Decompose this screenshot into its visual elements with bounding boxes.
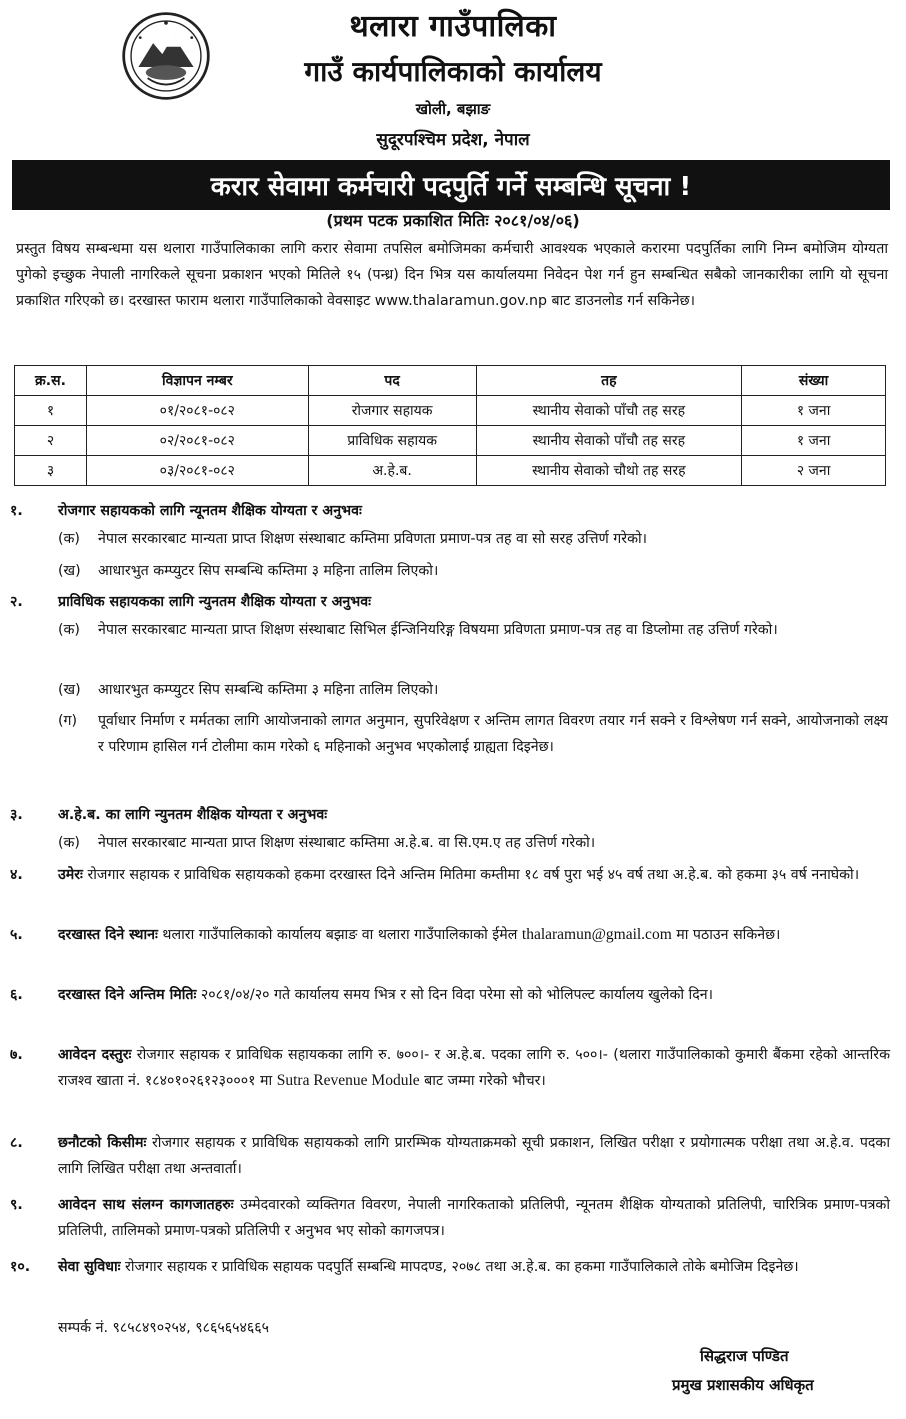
- section-number: ९.: [10, 1197, 23, 1213]
- section-title: दरखास्त दिने स्थानः: [58, 927, 158, 943]
- item-marker: (ख): [58, 563, 81, 579]
- item-marker: (क): [58, 835, 80, 851]
- section-9: [10, 1192, 890, 1244]
- section-1-heading: [10, 498, 890, 524]
- section-number: ३.: [10, 807, 23, 823]
- section-title: अ.हे.ब. का लागि न्युनतम शैक्षिक योग्यता र अनुभवः: [58, 807, 328, 823]
- cell-sn: ३: [15, 456, 87, 486]
- section-7: [10, 1042, 890, 1094]
- table-header-row: [15, 366, 886, 396]
- item-text: आधारभुत कम्प्युटर सिप सम्बन्धि कम्तिमा ३ महिना तालिम लिएको।: [98, 563, 439, 579]
- contact-numbers: सम्पर्क नं. ९८५८४९०२५४, ९८६५६५४६६५: [58, 1320, 270, 1336]
- section-3-item-a: [58, 830, 888, 856]
- office-location: खोली, बझाङ: [415, 100, 491, 118]
- item-marker: (ख): [58, 682, 81, 698]
- section-2-item-c: [58, 708, 888, 760]
- section-title: दरखास्त दिने अन्तिम मितिः: [58, 987, 197, 1003]
- cell-ad-number: ०२/२०८१-०८२: [86, 426, 308, 456]
- section-text: उम्मेदवारको व्यक्तिगत विवरण, नेपाली नागरिकताको प्रतिलिपी, न्यूनतम शैक्षिक योग्यताको प्रतिलिपी, चारित्रिक प्रमाण-पत्रको प्रतिलिपी, तालिमको प्रमाण-पत्रको प्रतिलिपी र अनुभव भए सोको कागजपत्र।: [58, 1197, 890, 1239]
- section-text: २०८१/०४/२० गते कार्यालय समय भित्र र सो दिन विदा परेमा सो को भोलिपल्ट कार्यालय खुलेको दिन।: [200, 987, 713, 1003]
- col-header-level: तह: [476, 366, 742, 396]
- section-text: रोजगार सहायक र प्राविधिक सहायकको लागि प्रारम्भिक योग्यताक्रमको सूची प्रकाशन, लिखित परीक्षा र प्रयोगात्मक परीक्षा तथा अ.हे.व. पदका लागि लिखित परीक्षा तथा अन्तवार्ता।: [58, 1135, 890, 1177]
- signatory-name: सिद्धराज पण्डित: [700, 1347, 789, 1365]
- office-province: सुदूरपश्चिम प्रदेश, नेपाल: [376, 130, 530, 150]
- cell-count: १ जना: [742, 426, 886, 456]
- section-number: ६.: [10, 987, 23, 1003]
- section-number: ७.: [10, 1047, 23, 1063]
- section-1-item-b: [58, 558, 888, 584]
- section-number: १.: [10, 503, 23, 519]
- cell-level: स्थानीय सेवाको पाँचौ तह सरह: [476, 426, 742, 456]
- section-10: [10, 1254, 890, 1280]
- vacancy-table: [14, 365, 886, 486]
- section-8: [10, 1130, 890, 1182]
- cell-ad-number: ०३/२०८१-०८२: [86, 456, 308, 486]
- section-text: रोजगार सहायक र प्राविधिक सहायक पदपुर्ति सम्बन्धि मापदण्ड, २०७८ तथा अ.हे.ब. का हकमा गाउँपालिकाले तोके बमोजिम दिइनेछ।: [125, 1259, 799, 1275]
- office-subtitle: गाउँ कार्यपालिकाको कार्यालय: [304, 55, 602, 88]
- item-marker: (क): [58, 622, 80, 638]
- cell-post: अ.हे.ब.: [308, 456, 476, 486]
- table-row: [15, 396, 886, 426]
- section-title: प्राविधिक सहायकका लागि न्युनतम शैक्षिक योग्यता र अनुभवः: [58, 594, 372, 610]
- col-header-count: संख्या: [742, 366, 886, 396]
- notice-title: करार सेवामा कर्मचारी पदपुर्ति गर्ने सम्बन्धि सूचना !: [210, 172, 692, 202]
- section-number: ८.: [10, 1135, 23, 1151]
- section-text: रोजगार सहायक र प्राविधिक सहायकको हकमा दरखास्त दिने अन्तिम मितिमा कम्तीमा १८ वर्ष पुरा भई ४५ वर्ष तथा अ.हे.ब. को हकमा ३५ वर्ष ननाघेको।: [87, 867, 860, 883]
- col-header-ad-number: विज्ञापन नम्बर: [86, 366, 308, 396]
- item-marker: (ग): [58, 713, 78, 729]
- section-number: २.: [10, 594, 23, 610]
- section-text: रोजगार सहायक र प्राविधिक सहायकका लागि रु. ७००।- र अ.हे.ब. पदका लागि रु. ५००।- (थलारा गाउँपालिकाको कुमारी बैंकमा रहेको आन्तरिक राजश्व खाता नं. १८४०१०२६१२३०००१ मा: [58, 1047, 891, 1089]
- section-2-item-b: [58, 677, 888, 703]
- table-row: [15, 456, 886, 486]
- office-name: थलारा गाउँपालिका: [349, 9, 557, 44]
- section-title: आवेदन दस्तुरः: [58, 1047, 132, 1063]
- cell-post: प्राविधिक सहायक: [308, 426, 476, 456]
- section-title: रोजगार सहायकको लागि न्यूनतम शैक्षिक योग्यता र अनुभवः: [58, 503, 362, 519]
- section-2-heading: [10, 589, 890, 615]
- section-title: छनौटको किसीमः: [58, 1135, 147, 1151]
- email-address: thalaramun@gmail.com: [521, 926, 672, 943]
- cell-level: स्थानीय सेवाको पाँचौ तह सरह: [476, 396, 742, 426]
- publish-date: (प्रथम पटक प्रकाशित मितिः २०८१/०४/०६): [326, 211, 580, 230]
- section-4: [10, 862, 890, 888]
- revenue-module-name: Sutra Revenue Module: [276, 1072, 420, 1089]
- cell-level: स्थानीय सेवाको चौथो तह सरह: [476, 456, 742, 486]
- section-text: थलारा गाउँपालिकाको कार्यालय बझाङ वा थलारा गाउँपालिकाको ईमेल: [162, 927, 518, 943]
- col-header-post: पद: [308, 366, 476, 396]
- section-2-item-a: [58, 617, 888, 643]
- notice-title-banner: [12, 160, 890, 210]
- section-text-end: बाट जम्मा गरेको भौचर।: [424, 1073, 546, 1089]
- cell-sn: २: [15, 426, 87, 456]
- signatory-designation: प्रमुख प्रशासकीय अधिकृत: [672, 1376, 814, 1394]
- section-text-end: मा पठाउन सकिनेछ।: [676, 927, 781, 943]
- intro-paragraph: प्रस्तुत विषय सम्बन्धमा यस थलारा गाउँपालिकाका लागि करार सेवामा तपसिल बमोजिमका कर्मचारी आवश्यक भएकाले करारमा पदपुर्तिका लागि निम्न बमोजिम योग्यता पुगेको इच्छुक नेपाली नागरिकले सूचना प्रकाशन भएको मितिले १५ (पन्ध्र) दिन भित्र यस कार्यालयमा निवेदन पेश गर्न हुन सम्बन्धित सबैको जानकारीका लागि यो सूचना प्रकाशित गरिएको छ। दरखास्त फाराम थलारा गाउँपालिकाको वेवसाइट www.thalaramun.gov.np बाट डाउनलोड गर्न सकिनेछ।: [16, 241, 888, 309]
- section-number: ४.: [10, 867, 23, 883]
- cell-sn: १: [15, 396, 87, 426]
- cell-count: १ जना: [742, 396, 886, 426]
- section-title: आवेदन साथ संलग्न कागजातहरुः: [58, 1197, 234, 1213]
- section-title: सेवा सुविधाः: [58, 1259, 121, 1275]
- section-5: [10, 922, 890, 948]
- item-text: नेपाल सरकारबाट मान्यता प्राप्त शिक्षण संस्थाबाट सिभिल ईन्जिनियरिङ्ग विषयमा प्रविणता प्रमाण-पत्र तह वा डिप्लोमा तह उत्तिर्ण गरेको।: [98, 622, 778, 638]
- section-3-heading: [10, 802, 890, 828]
- cell-post: रोजगार सहायक: [308, 396, 476, 426]
- section-1-item-a: [58, 526, 888, 552]
- section-6: [10, 982, 890, 1008]
- section-number: ५.: [10, 927, 23, 943]
- item-text: पूर्वाधार निर्माण र मर्मतका लागि आयोजनाको लागत अनुमान, सुपरिवेक्षण र अन्तिम लागत विवरण तयार गर्न सक्ने र विश्लेषण गर्न सक्ने, आयोजनाको लक्ष्य र परिणाम हासिल गर्न टोलीमा काम गरेको ६ महिनाको अनुभव भएकोलाई ग्राह्यता दिइनेछ।: [98, 713, 888, 755]
- section-title: उमेरः: [58, 867, 83, 883]
- cell-count: २ जना: [742, 456, 886, 486]
- col-header-sn: क्र.स.: [15, 366, 87, 396]
- table-row: [15, 426, 886, 456]
- section-number: १०.: [10, 1259, 31, 1275]
- item-marker: (क): [58, 531, 80, 547]
- item-text: आधारभुत कम्प्युटर सिप सम्बन्धि कम्तिमा ३ महिना तालिम लिएको।: [98, 682, 439, 698]
- item-text: नेपाल सरकारबाट मान्यता प्राप्त शिक्षण संस्थाबाट कम्तिमा प्रविणता प्रमाण-पत्र तह वा सो सरह उत्तिर्ण गरेको।: [98, 531, 648, 547]
- item-text: नेपाल सरकारबाट मान्यता प्राप्त शिक्षण संस्थाबाट कम्तिमा अ.हे.ब. वा सि.एम.ए तह उत्तिर्ण गरेको।: [98, 835, 596, 851]
- cell-ad-number: ०१/२०८१-०८२: [86, 396, 308, 426]
